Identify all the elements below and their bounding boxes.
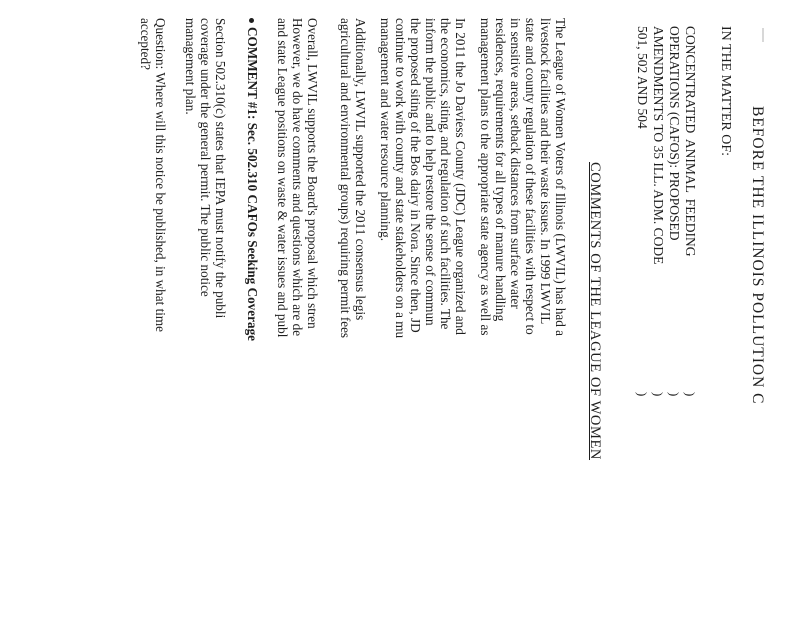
paragraph-line: livestock facilities and their waste issues. In 1999 LWVIL [538,18,553,325]
comment-1-heading: COMMENT #1: Sec. 502.310 CAFOs Seeking Coverage [245,27,260,342]
rotated-document [0,18,768,618]
paragraph-line: the proposed siting of the Bos dairy in Nora. Since then, JD [408,18,423,333]
paragraph-line: accepted? [138,18,153,70]
caption-line-2: OPERATIONS (CAFOS): PROPOSED [667,26,682,241]
paragraph-line: The League of Women Voters of Illinois (LWVIL) has had a [553,18,568,337]
paragraph-line: Section 502.310(c) states that IEPA must notify the publi [213,18,228,319]
caption-line-1: CONCENTRATED ANIMAL FEEDING [683,26,698,257]
bullet-icon [249,18,254,23]
paragraph-overall [275,18,320,618]
caption-brace-3: ) [651,392,666,397]
paragraph-line: and state League positions on waste & water issues and publ [275,18,290,338]
paragraph-line: in sensitive areas, setback distances from surface water [508,18,523,309]
caption-brace-1: ) [683,392,698,397]
paragraph-line: In 2011 the Jo Daviess County (JDC) League organized and [453,18,468,335]
paragraph-line: residences, requirements for all types of manure handling [493,18,508,322]
paragraph-question [138,18,168,618]
paragraph-additionally [338,18,368,618]
comment-1-heading-row [245,18,260,618]
paragraph-section-502-310 [183,18,228,618]
section-title: COMMENTS OF THE LEAGUE OF WOMEN [587,162,603,461]
paragraph-line: management and water resource planning. [378,18,393,241]
caption-brace-4: ) [635,392,650,397]
caption-line-3: AMENDMENTS TO 35 ILL. ADM. CODE [651,26,666,265]
paragraph-line: However, we do have comments and questions which are de [290,18,305,337]
paragraph-line: agricultural and environmental groups) requiring permit fees [338,18,353,339]
paragraph-line: Question: Where will this notice be published, in what time [153,18,168,333]
paragraph-line: Overall, LWVIL supports the Board's proposal which stren [305,18,320,329]
caption-line-4: 501, 502 AND 504 [635,26,650,129]
paragraph-line: management plans to the appropriate state agency as well as [478,18,493,336]
paragraph-line: coverage under the general permit. The public notice [198,18,213,297]
caption-brace-2: ) [667,392,682,397]
paragraph-line: the economics, siting, and regulation of such facilities. The [438,18,453,330]
document-title: BEFORE THE ILLINOIS POLLUTION C [749,106,766,405]
paragraph-league-intro [478,18,568,618]
paragraph-line: inform the public and to help restore the sense of commun [423,18,438,326]
paragraph-jo-daviess [378,18,468,618]
paragraph-line: continue to work with county and state stakeholders on a mu [393,18,408,339]
comment-1-heading-line [245,18,260,618]
matter-heading: IN THE MATTER OF: [718,26,733,157]
paragraph-line: management plan. [183,18,198,115]
paragraph-line: Additionally, LWVIL supported the 2011 consensus legis [353,18,368,321]
paragraph-line: state and county regulation of these facilities with respect to [523,18,538,335]
